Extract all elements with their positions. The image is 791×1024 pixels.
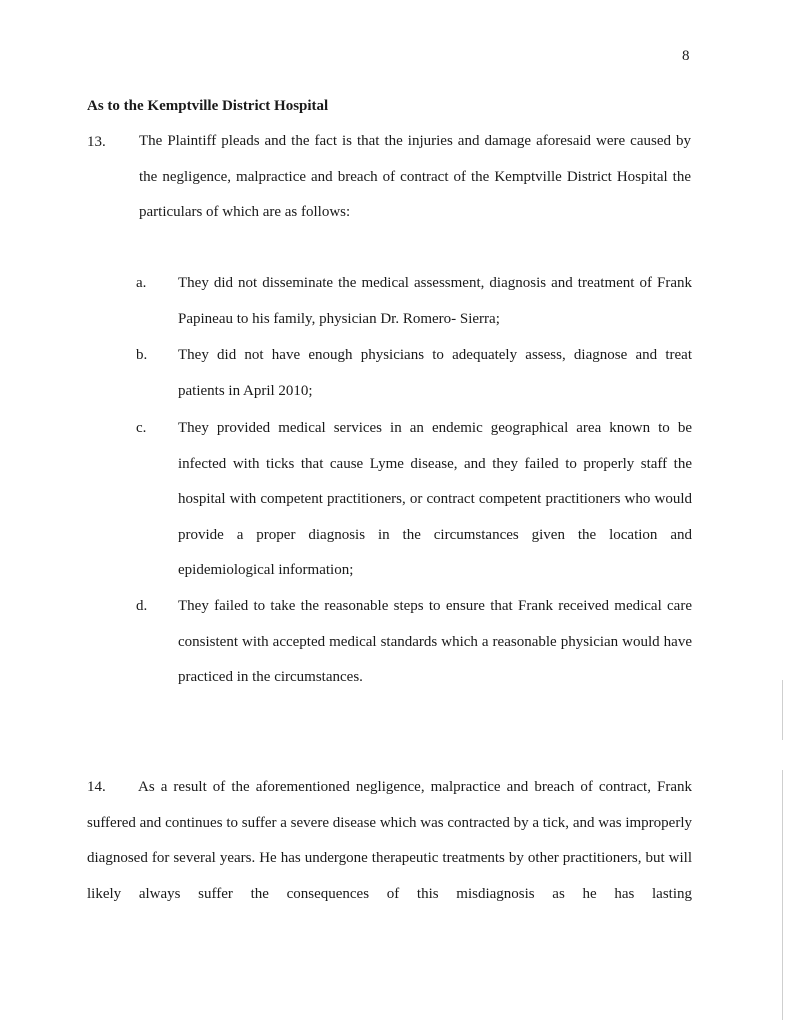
particular-label: d.	[136, 598, 148, 614]
particular-text: They failed to take the reasonable steps to ensure that Frank received medical care consistent with accepted medical standards which a reasonable physician would have practiced in the circumstances.	[178, 598, 692, 685]
paragraph-13-text: The Plaintiff pleads and the fact is that the injuries and damage aforesaid were caused by the negligence, malpractice and breach of contract of the Kemptville District Hospital the particulars of which are as follows:	[139, 133, 691, 220]
paragraph-14	[87, 770, 692, 912]
particular-text: They did not disseminate the medical assessment, diagnosis and treatment of Frank Papineau to his family, physician Dr. Romero- Sierra;	[178, 275, 692, 327]
paragraph-14-text: As a result of the aforementioned negligence, malpractice and breach of contract, Frank suffered and continues to suffer a severe disease which was contracted by a tick, and was improperly diagnosed for several years. He has undergone therapeutic treatments by other practitioners, but will likely always suffer the consequences of this misdiagnosis as he has lasting	[87, 779, 692, 902]
paragraph-13-number: 13.	[87, 134, 106, 150]
particular-label: a.	[136, 275, 147, 291]
scan-edge-mark	[782, 770, 783, 1020]
particular-text: They provided medical services in an endemic geographical area known to be infected with ticks that cause Lyme disease, and they failed to properly staff the hospital with competent practitioners, or contract competent practitioners who would provide a proper diagnosis in the circumstances given the location and epidemiological information;	[178, 420, 692, 578]
particular-label: c.	[136, 420, 147, 436]
particular-text: They did not have enough physicians to adequately assess, diagnose and treat patients in April 2010;	[178, 347, 692, 399]
page-number: 8	[682, 48, 690, 64]
section-heading: As to the Kemptville District Hospital	[87, 98, 329, 114]
paragraph-14-number: 14.	[87, 779, 106, 795]
particular-label: b.	[136, 347, 148, 363]
scan-edge-mark	[782, 680, 783, 740]
